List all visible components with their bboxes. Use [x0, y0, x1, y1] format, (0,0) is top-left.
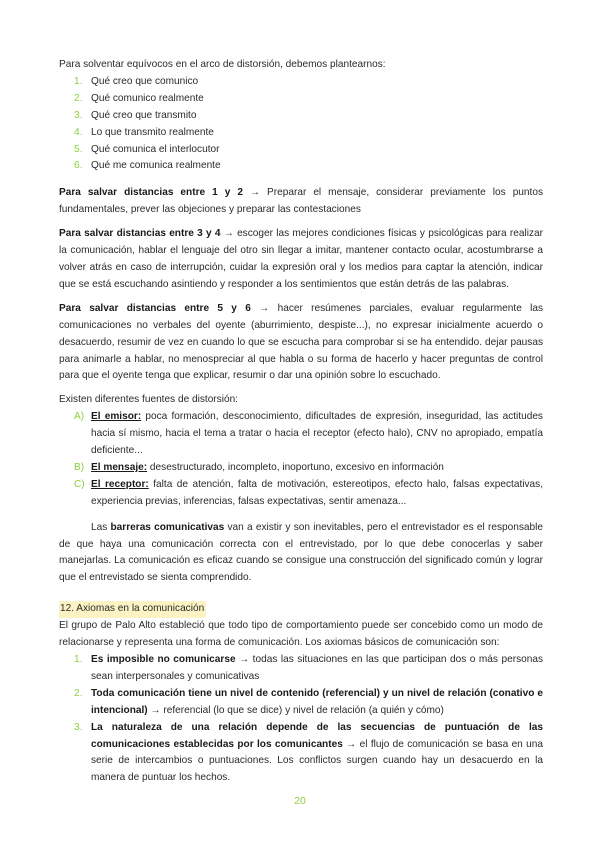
arrow: → [220, 228, 238, 240]
section-intro: El grupo de Palo Alto estableció que todo tipo de comportamiento puede ser concebido como un modo de relacionarse y representa una forma de comunicación. Los axiomas básicos de comunicación son: [59, 620, 543, 649]
sources-intro: Existen diferentes fuentes de distorsión: [59, 394, 238, 406]
distance-text: hacer resúmenes parciales, evaluar regularmente las comunicaciones no verbales del oyente (aburrimiento, despiste...), no expresar inicialmente acuerdo o desacuerdo, resumir de vez en cuando lo que se escucha para comprobar si se ha entendido. dejar pausas para animarle a hablar, no menospreciar al que habla o su forma de hacerlo y hacer preguntas de control para que el oyente tenga que explicar, resumir o dar una opinión sobre lo escuchado. [59, 302, 544, 382]
list-number: 6. [74, 160, 83, 172]
list-text: Qué me comunica realmente [91, 160, 221, 172]
document-body [59, 57, 543, 797]
barriers-paragraph [59, 520, 543, 588]
axioms-list [59, 652, 543, 787]
steps-list [59, 74, 543, 175]
list-text: Qué comunica el interlocutor [91, 143, 220, 155]
list-item [59, 652, 543, 686]
section-heading: 12. Axiomas en la comunicación [59, 601, 206, 618]
axiom-text: → todas las situaciones en las que participan dos o más personas sean interpersonales y comunicativas [91, 654, 543, 682]
axiom-label: Es imposible no comunicarse [91, 654, 236, 665]
list-item [59, 91, 543, 108]
axiom-label: Toda comunicación tiene un nivel de contenido (referencial) y un nivel de relación (conativo e intencional) [91, 687, 543, 716]
list-number: 1. [74, 75, 83, 87]
list-item [59, 74, 543, 91]
barriers-bold: barreras comunicativas [110, 521, 225, 533]
list-number: 2. [74, 687, 83, 699]
intro-text: Para solventar equívocos en el arco de distorsión, debemos plantearnos: [59, 59, 386, 70]
distance-label: Para salvar distancias entre 5 y 6 [59, 302, 251, 314]
list-number: 5. [74, 143, 83, 155]
list-letter: C) [74, 478, 85, 490]
distance-paragraph [59, 301, 543, 386]
list-item [59, 720, 543, 788]
list-letter: B) [74, 461, 85, 473]
list-number: 4. [74, 126, 83, 138]
distance-text: escoger las mejores condiciones físicas y psicológicas para realizar la comunicación, hablar el lenguaje del otro sin llegar a imitar, mantener contacto ocular, acostumbrarse a volver atrás en caso de interrupción, cuidar la expresión oral y los medios para captar la atención, indicar que se está escuchando asintiendo y responder a los sentimientos que están detrás de las palabras. [59, 228, 544, 290]
list-text: Lo que transmito realmente [91, 126, 214, 138]
distance-paragraph [59, 185, 543, 219]
list-item [59, 158, 543, 175]
list-item [59, 686, 543, 720]
list-number: 3. [74, 721, 83, 733]
arrow: → [250, 302, 278, 314]
distance-paragraph [59, 226, 543, 294]
source-text: desestructurado, incompleto, inoportuno, excesivo en información [147, 461, 444, 473]
barriers-pre: Las [91, 521, 111, 533]
list-text: Qué creo que transmito [91, 109, 197, 121]
source-label: El emisor: [91, 411, 142, 423]
barriers-post: van a existir y son inevitables, pero el entrevistador es el responsable de que haya una comunicación correcta con el entrevistado, por lo que debe conocerlas y saber manejarlas. La comunicación es eficaz cuando se consigue una construcción del significado común y lograr que el entrevistado se sienta comprendido. [59, 521, 543, 584]
axiom-text: → el flujo de comunicación se basa en una serie de intercambios o puntuaciones. Los conflictos surgen cuando hay un desacuerdo en la manera de puntuar los hechos. [91, 738, 543, 784]
arrow: → [242, 187, 268, 199]
source-text: poca formación, desconocimiento, dificultades de expresión, inseguridad, las actitudes hacia sí mismo, hacia el tema a tratar o hacia el receptor (efecto halo), CNV no apropiado, empatía deficiente... [91, 411, 543, 457]
source-label: El mensaje: [91, 461, 148, 473]
list-number: 1. [74, 654, 83, 665]
axiom-text: → referencial (lo que se dice) y nivel de relación (a quién y cómo) [147, 704, 444, 716]
distance-text: Preparar el mensaje, considerar previamente los puntos fundamentales, prever las objeciones y preparar las contestaciones [59, 187, 543, 216]
distance-label: Para salvar distancias entre 3 y 4 [59, 228, 221, 240]
distance-label: Para salvar distancias entre 1 y 2 [59, 187, 243, 199]
list-number: 2. [74, 92, 83, 104]
list-item [59, 477, 543, 511]
source-label: El receptor: [91, 478, 149, 490]
list-item [59, 125, 543, 142]
list-item [59, 142, 543, 159]
list-text: Qué creo que comunico [91, 75, 199, 87]
list-text: Qué comunico realmente [91, 92, 204, 104]
list-number: 3. [74, 109, 83, 121]
list-item [59, 409, 543, 460]
list-item [59, 460, 543, 477]
sources-list [59, 409, 543, 510]
list-item [59, 108, 543, 125]
list-letter: A) [74, 411, 85, 423]
page-number: 20 [294, 795, 306, 807]
axiom-label: La naturaleza de una relación depende de las secuencias de puntuación de las comunicaciones establecidas por los comunicantes [91, 721, 543, 750]
source-text: falta de atención, falta de motivación, estereotipos, efecto halo, falsas expectativas, experiencia previas, inferencias, falsas expectativas, sentir amenaza... [91, 478, 544, 507]
